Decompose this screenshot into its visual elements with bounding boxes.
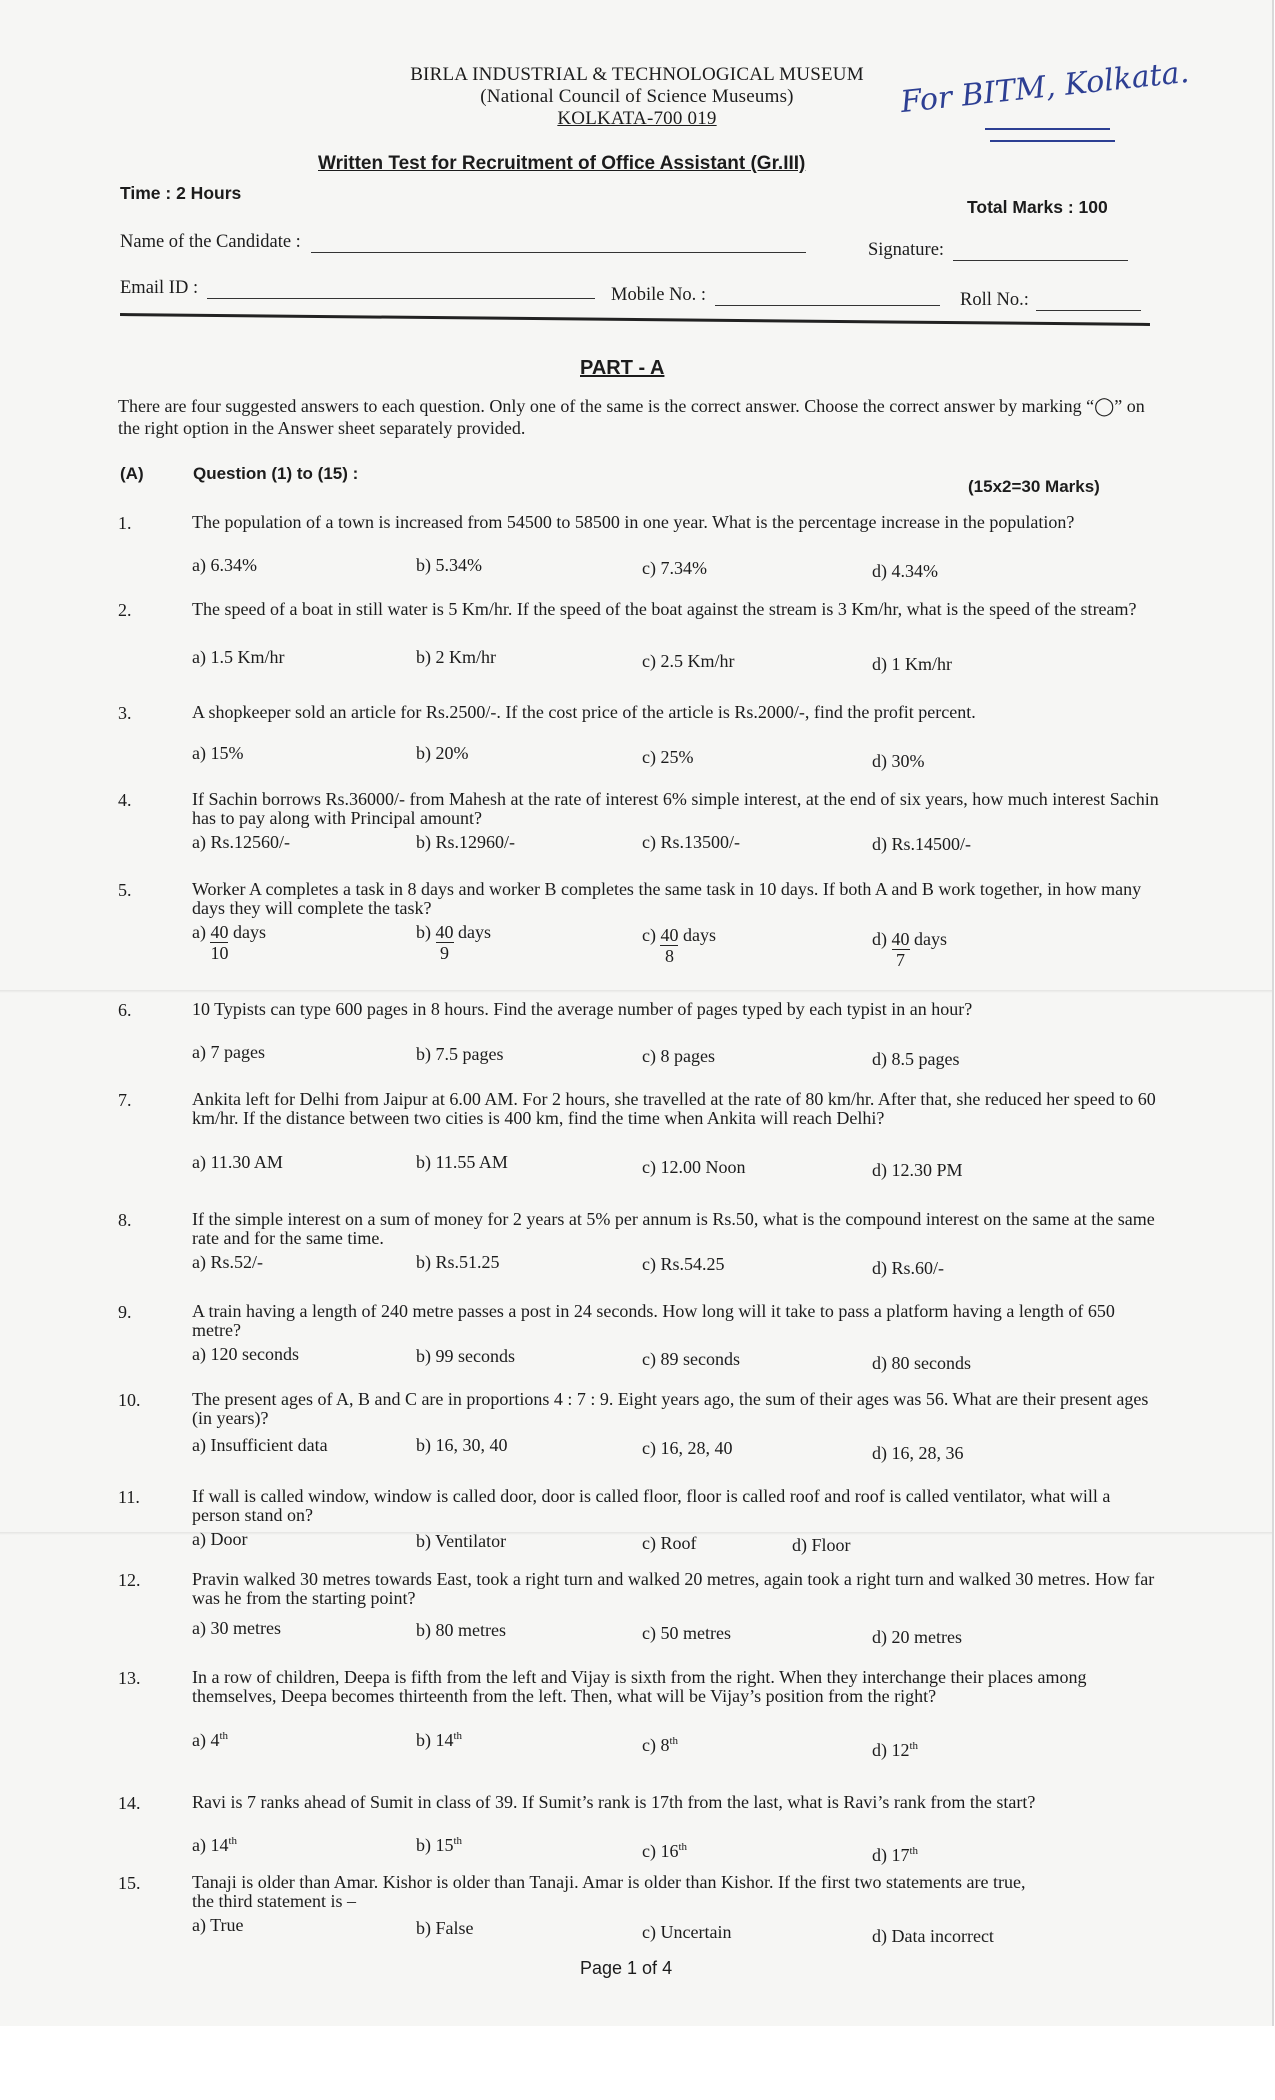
option-a[interactable]: a) 30 metres (192, 1618, 281, 1638)
question-number: 14. (118, 1793, 141, 1813)
option-d[interactable]: d) Data incorrect (872, 1926, 994, 1946)
option-a[interactable]: a) True (192, 1915, 244, 1935)
council-name: (National Council of Science Museums) (480, 86, 794, 107)
option-d[interactable]: d) 20 metres (872, 1627, 962, 1647)
signature-label: Signature: (868, 240, 945, 260)
options (192, 832, 1160, 876)
option-a[interactable]: a) 6.34% (192, 555, 257, 575)
option-a[interactable]: a) 14th (192, 1835, 238, 1855)
option-a[interactable]: a) 4th (192, 1730, 229, 1750)
option-b[interactable]: b) 20% (416, 743, 469, 763)
question-number: 12. (118, 1570, 141, 1590)
question-text: The present ages of A, B and C are in proportions 4 : 7 : 9. Eight years ago, the sum of their ages was 56. What are their present ages (in years)? (192, 1389, 1149, 1428)
question-text: 10 Typists can type 600 pages in 8 hours. Find the average number of pages typed by each typist in an hour? (192, 999, 973, 1019)
options (192, 1730, 1160, 1774)
part-instructions: There are four suggested answers to each question. Only one of the same is the correct answer. Choose the correct answer by marking “◯” on the right option in the Answer sheet separately provided. (118, 396, 1145, 438)
option-c[interactable]: c) 2.5 Km/hr (642, 651, 735, 671)
option-c[interactable]: c) 12.00 Noon (642, 1157, 746, 1177)
handwritten-underline (985, 128, 1110, 130)
options (192, 1618, 1160, 1662)
mobile-label: Mobile No. : (611, 285, 707, 305)
option-a[interactable]: a) Door (192, 1529, 248, 1549)
option-a[interactable]: a) 1.5 Km/hr (192, 647, 285, 667)
email-blank[interactable] (207, 297, 595, 299)
option-d[interactable]: d) 17th (872, 1845, 919, 1865)
question-text: In a row of children, Deepa is fifth from the left and Vijay is sixth from the right. When they interchange their places among themselves, Deepa becomes thirteenth from the left. Then, what will be Vijay’s position from the right? (192, 1667, 1087, 1706)
total-marks: Total Marks : 100 (967, 197, 1108, 217)
option-c[interactable]: c) 16th (642, 1841, 688, 1861)
option-d[interactable]: d) Rs.60/- (872, 1258, 944, 1278)
question-text: Ravi is 7 ranks ahead of Sumit in class of 39. If Sumit’s rank is 17th from the last, what is Ravi’s rank from the start? (192, 1792, 1036, 1812)
mobile-blank[interactable] (715, 304, 940, 306)
mobile-field[interactable] (611, 285, 940, 306)
option-a[interactable]: a) Insufficient data (192, 1435, 328, 1455)
option-b[interactable]: b) 7.5 pages (416, 1044, 504, 1064)
option-b[interactable]: b) 2 Km/hr (416, 647, 496, 667)
option-a[interactable]: a) Rs.12560/- (192, 832, 290, 852)
option-b[interactable]: b) 14th (416, 1730, 463, 1750)
options (192, 1435, 1160, 1479)
question-number: 3. (118, 703, 132, 723)
option-b[interactable]: b) Rs.12960/- (416, 832, 515, 852)
option-b[interactable]: b) Rs.51.25 (416, 1252, 500, 1272)
option-b[interactable]: b) False (416, 1918, 474, 1938)
section-label: (A) (120, 464, 144, 483)
option-c[interactable]: c) 89 seconds (642, 1349, 740, 1369)
question-text: The speed of a boat in still water is 5 Km/hr. If the speed of the boat against the stream is 3 Km/hr, what is the speed of the stream? (192, 599, 1137, 619)
option-a[interactable]: a) 7 pages (192, 1042, 265, 1062)
question-number: 10. (118, 1390, 141, 1410)
options (192, 1529, 1160, 1573)
option-c[interactable]: c) 8th (642, 1735, 679, 1755)
options (192, 555, 1160, 599)
option-c[interactable]: c) Roof (642, 1533, 697, 1553)
option-b[interactable]: b) 16, 30, 40 (416, 1435, 508, 1455)
option-b[interactable]: b) $\frac{40}{9}$ days (416, 922, 491, 963)
section-range: Question (1) to (15) : (193, 464, 359, 483)
option-c[interactable]: c) $\frac{40}{8}$ days (642, 925, 716, 966)
test-title: Written Test for Recruitment of Office Assistant (Gr.III) (318, 153, 806, 174)
option-d[interactable]: d) 30% (872, 751, 925, 771)
option-b[interactable]: b) 5.34% (416, 555, 482, 575)
option-c[interactable]: c) 50 metres (642, 1623, 731, 1643)
option-a[interactable]: a) $\frac{40}{10}$ days (192, 922, 266, 963)
email-field[interactable] (120, 278, 595, 299)
email-label: Email ID : (120, 278, 199, 298)
part-title: PART - A (580, 357, 665, 379)
options (192, 743, 1160, 787)
candidate-name-field[interactable] (120, 232, 806, 253)
option-d[interactable]: d) 80 seconds (872, 1353, 971, 1373)
candidate-name-blank[interactable] (311, 251, 806, 253)
question-number: 5. (118, 880, 132, 900)
options (192, 1042, 1160, 1086)
option-d[interactable]: d) 12.30 PM (872, 1160, 963, 1180)
time-label: Time : 2 Hours (120, 183, 242, 203)
question-number: 2. (118, 600, 132, 620)
page-number: Page 1 of 4 (580, 1958, 673, 1978)
option-d[interactable]: d) 4.34% (872, 561, 938, 581)
question-number: 9. (118, 1302, 132, 1322)
option-b[interactable]: b) 15th (416, 1835, 463, 1855)
question-text: If wall is called window, window is called door, door is called floor, floor is called roof and roof is called ventilator, what will a person stand on? (192, 1486, 1111, 1525)
question-number: 13. (118, 1668, 141, 1688)
question-number: 11. (118, 1487, 140, 1507)
options (192, 922, 1160, 982)
roll-blank[interactable] (1036, 309, 1141, 311)
question-text: Ankita left for Delhi from Jaipur at 6.00 AM. For 2 hours, she travelled at the rate of 80 km/hr. After that, she reduced her speed to 60 km/hr. If the distance between two cities is 400 km, find the time when Ankita will reach Delhi? (192, 1089, 1156, 1128)
option-b[interactable]: b) 80 metres (416, 1620, 506, 1640)
question-number: 7. (118, 1090, 132, 1110)
option-c[interactable]: c) 8 pages (642, 1046, 715, 1066)
option-c[interactable]: c) 25% (642, 747, 694, 767)
roll-label: Roll No.: (960, 290, 1029, 310)
option-b[interactable]: b) 11.55 AM (416, 1152, 508, 1172)
question-text: If the simple interest on a sum of money for 2 years at 5% per annum is Rs.50, what is the compound interest on the same at the same rate and for the same time. (192, 1209, 1155, 1248)
option-d[interactable]: d) 12th (872, 1740, 919, 1760)
question-number: 1. (118, 513, 132, 533)
option-b[interactable]: b) 99 seconds (416, 1346, 515, 1366)
options (192, 1152, 1160, 1196)
section-marks: (15x2=30 Marks) (968, 477, 1100, 496)
question-text: Worker A completes a task in 8 days and worker B completes the same task in 10 days. If both A and B work together, in how many days they will complete the task? (192, 879, 1142, 918)
question-text: The population of a town is increased from 54500 to 58500 in one year. What is the percentage increase in the population? (192, 512, 1075, 532)
options (192, 1915, 1160, 1959)
signature-blank[interactable] (953, 259, 1128, 261)
option-d[interactable]: d) Rs.14500/- (872, 834, 971, 854)
question-text: Pravin walked 30 metres towards East, took a right turn and walked 20 metres, again took a right turn and walked 30 metres. How far was he from the starting point? (192, 1569, 1155, 1608)
question-text: A shopkeeper sold an article for Rs.2500/-. If the cost price of the article is Rs.2000/-, find the profit percent. (192, 702, 976, 722)
question-number: 6. (118, 1000, 132, 1020)
option-c[interactable]: c) Uncertain (642, 1922, 732, 1942)
option-c[interactable]: c) 16, 28, 40 (642, 1438, 733, 1458)
option-c[interactable]: c) Rs.13500/- (642, 832, 740, 852)
signature-field[interactable] (868, 240, 1128, 261)
candidate-name-label: Name of the Candidate : (120, 232, 301, 252)
institution-name: BIRLA INDUSTRIAL & TECHNOLOGICAL MUSEUM (410, 64, 864, 85)
paper-fold (0, 990, 1272, 993)
options (192, 1344, 1160, 1388)
header-divider (120, 313, 1150, 326)
option-d[interactable]: d) 16, 28, 36 (872, 1443, 964, 1463)
options (192, 647, 1160, 691)
options (192, 1252, 1160, 1296)
option-c[interactable]: c) Rs.54.25 (642, 1254, 725, 1274)
question-number: 15. (118, 1873, 141, 1893)
option-a[interactable]: a) 15% (192, 743, 244, 763)
question-number: 8. (118, 1210, 132, 1230)
option-a[interactable]: a) Rs.52/- (192, 1252, 263, 1272)
handwritten-note: For BITM, Kolkata. (898, 54, 1191, 121)
question-text: If Sachin borrows Rs.36000/- from Mahesh at the rate of interest 6% simple interest, at the end of six years, how much interest Sachin has to pay along with Principal amount? (192, 789, 1159, 828)
option-d[interactable]: d) 1 Km/hr (872, 654, 952, 674)
option-a[interactable]: a) 11.30 AM (192, 1152, 283, 1172)
option-c[interactable]: c) 7.34% (642, 558, 707, 578)
roll-field[interactable] (960, 290, 1141, 311)
option-d[interactable]: d) Floor (792, 1535, 851, 1555)
question-text: A train having a length of 240 metre passes a post in 24 seconds. How long will it take to pass a platform having a length of 650 metre? (192, 1301, 1115, 1340)
option-b[interactable]: b) Ventilator (416, 1531, 507, 1551)
question-text: Tanaji is older than Amar. Kishor is older than Tanaji. Amar is older than Kishor. If the first two statements are true, the third statement is – (192, 1872, 1026, 1911)
question-number: 4. (118, 790, 132, 810)
option-d[interactable]: d) $\frac{40}{7}$ days (872, 929, 947, 970)
handwritten-underline (990, 140, 1115, 142)
option-a[interactable]: a) 120 seconds (192, 1344, 299, 1364)
city-address: KOLKATA-700 019 (557, 108, 717, 129)
option-d[interactable]: d) 8.5 pages (872, 1049, 960, 1069)
